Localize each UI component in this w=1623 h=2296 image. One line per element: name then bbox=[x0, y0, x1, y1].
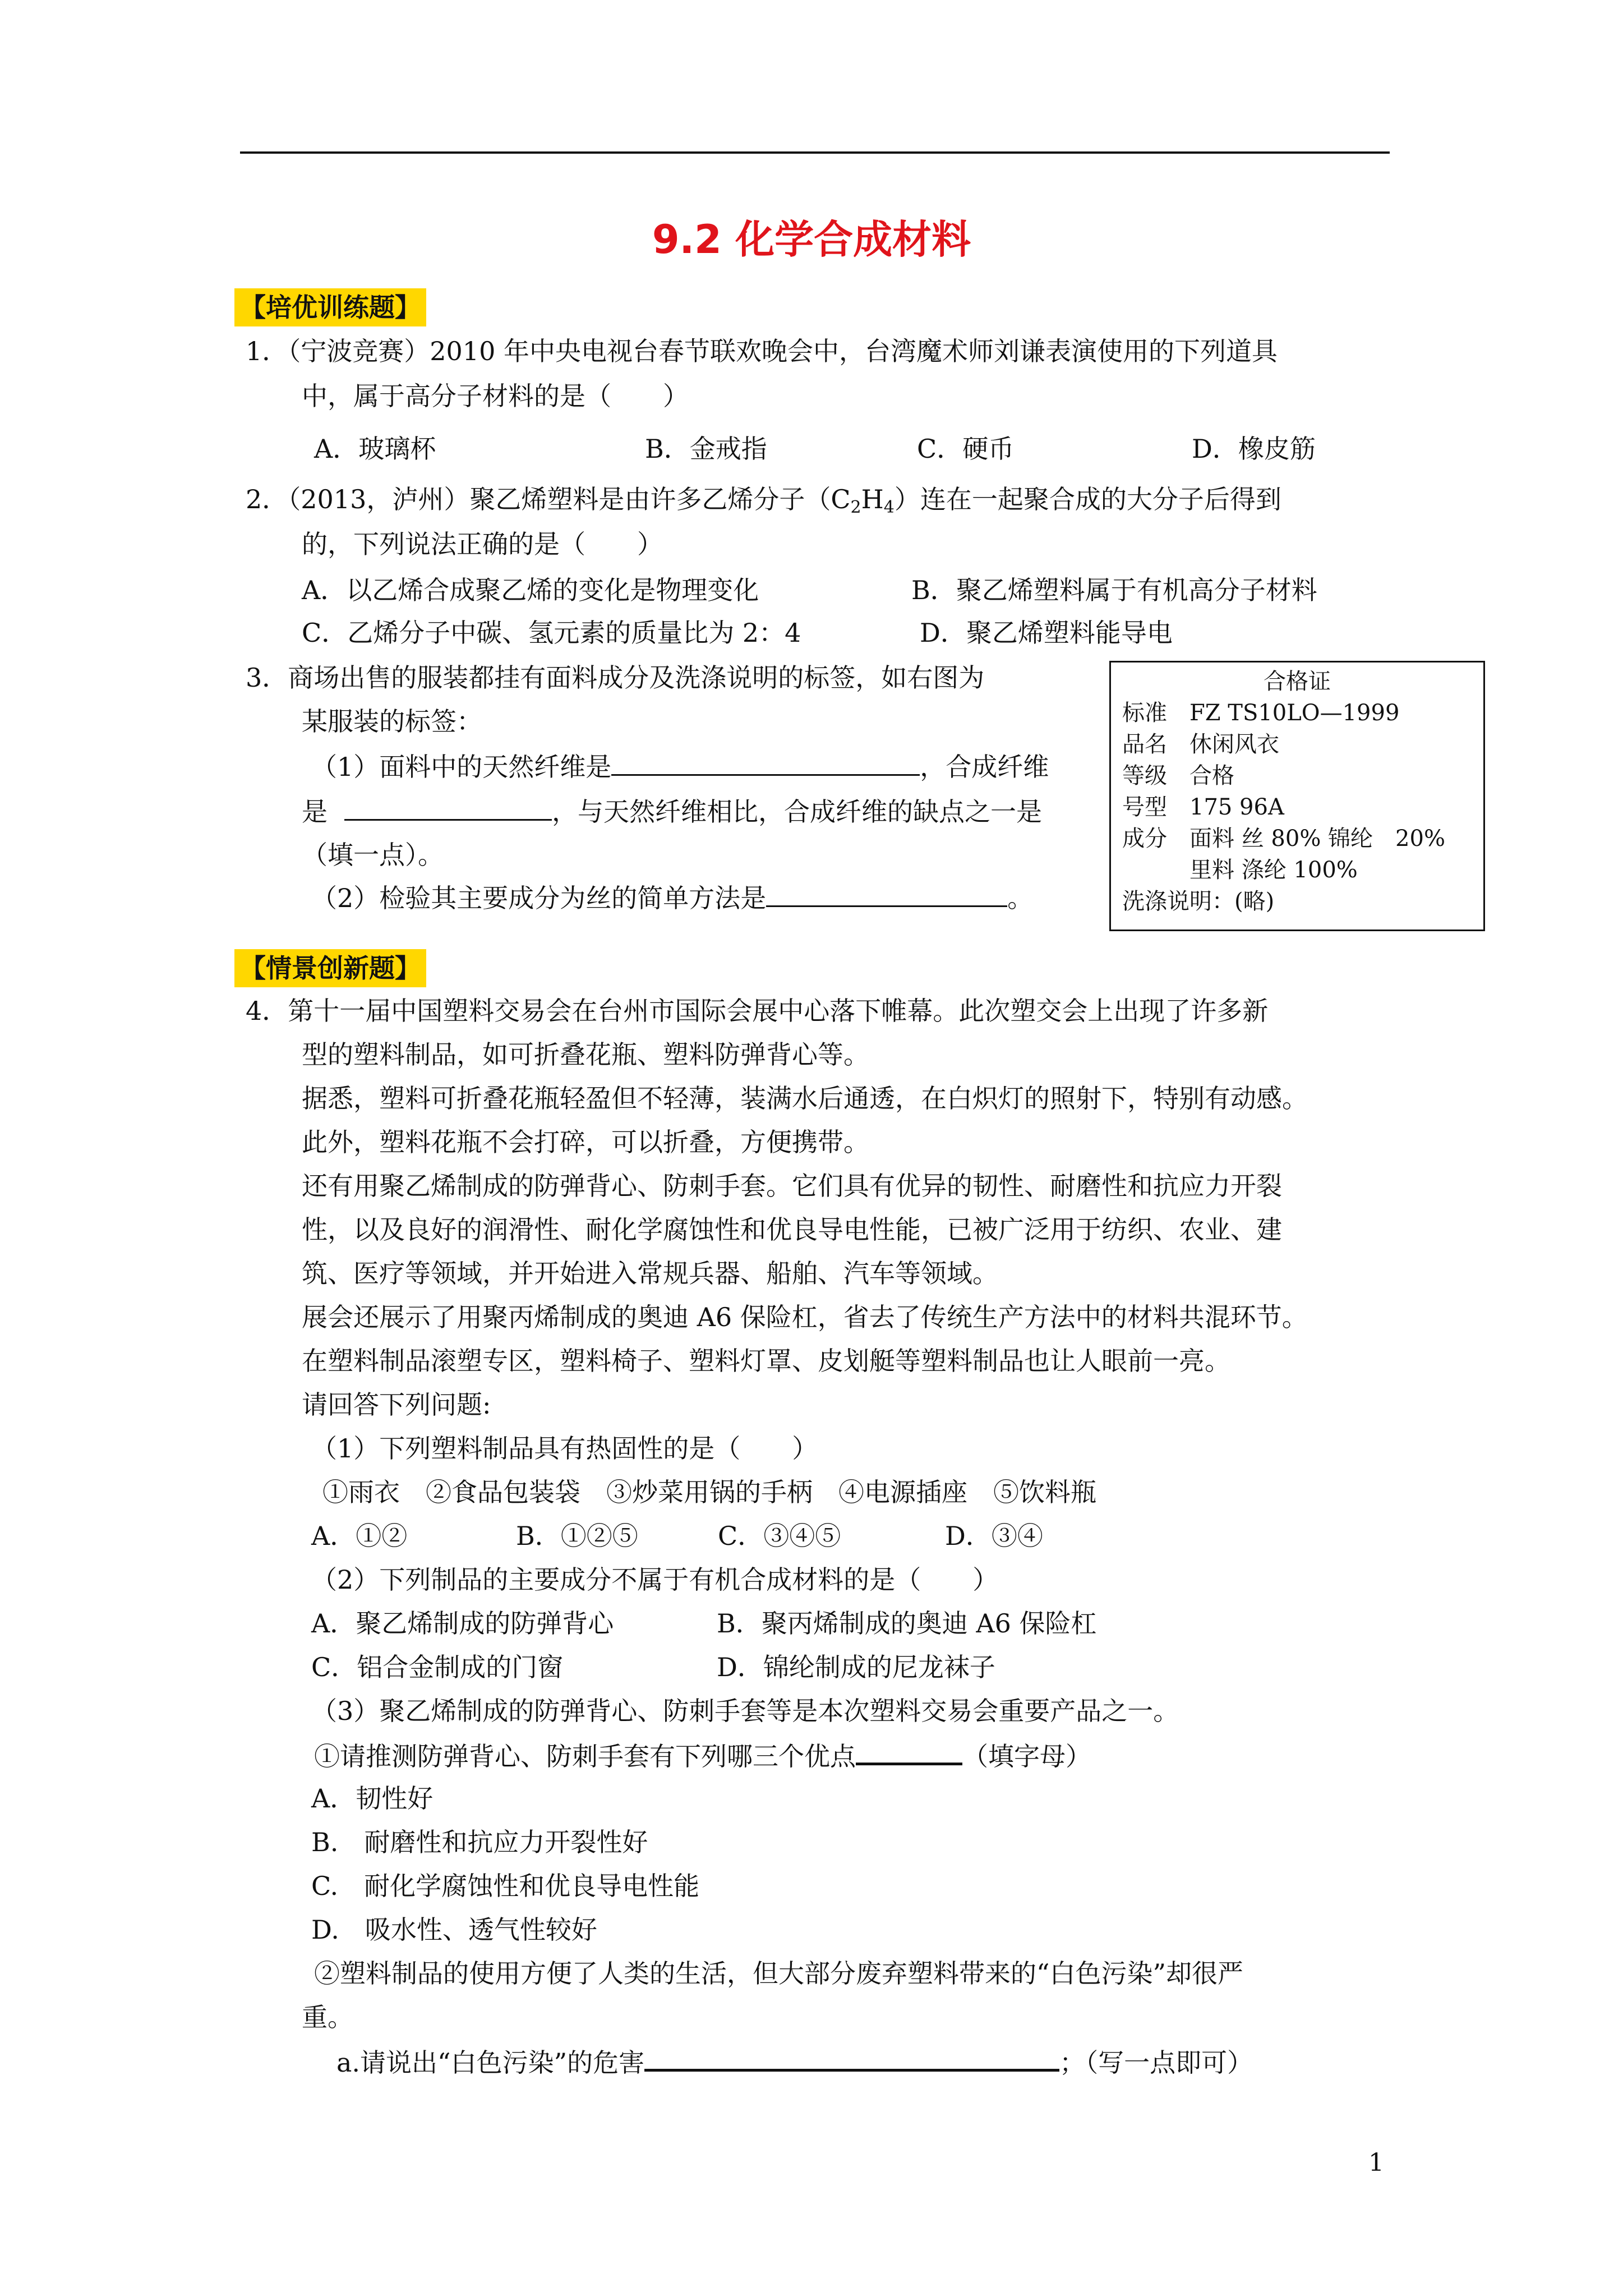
q4-sub3-option-b: B. 耐磨性和抗应力开裂性好 bbox=[311, 1827, 648, 1857]
q2-option-c: C．乙烯分子中碳、氢元素的质量比为 2：4 bbox=[302, 618, 801, 648]
q3-part1-line: （1）面料中的天然纤维是 ，合成纤维 bbox=[311, 749, 1049, 784]
q4-sub2-question: （2）下列制品的主要成分不属于有机合成材料的是（ ） bbox=[311, 1565, 999, 1595]
q4-sub2-option-d: D．锦纶制成的尼龙袜子 bbox=[717, 1652, 995, 1682]
section-tag-scenario: 【情景创新题】 bbox=[234, 949, 426, 987]
q4-sub3-blank-white-pollution[interactable] bbox=[644, 2044, 1059, 2072]
q3-line1: 3．商场出售的服装都挂有面料成分及洗涤说明的标签，如右图为 bbox=[246, 662, 985, 693]
q4-paragraph-line5: 还有用聚乙烯制成的防弹背心、防刺手套。它们具有优异的韧性、耐磨性和抗应力开裂 bbox=[302, 1171, 1282, 1201]
q4-sub2-option-b: B．聚丙烯制成的奥迪 A6 保险杠 bbox=[717, 1608, 1097, 1639]
q4-paragraph-line2: 型的塑料制品，如可折叠花瓶、塑料防弹背心等。 bbox=[302, 1039, 869, 1070]
q2-option-b: B．聚乙烯塑料属于有机高分子材料 bbox=[911, 575, 1317, 605]
label-title: 合格证 bbox=[1264, 669, 1331, 694]
q4-sub1-option-d: D．③④ bbox=[945, 1521, 1043, 1551]
q4-sub2-option-c: C．铝合金制成的门窗 bbox=[311, 1652, 564, 1682]
q1-line1: 1．（宁波竞赛）2010 年中央电视台春节联欢晚会中，台湾魔术师刘谦表演使用的下列道具 bbox=[246, 336, 1278, 366]
q1-option-b: B．金戒指 bbox=[645, 434, 767, 464]
q4-sub3-q2-line3: a.请说出“白色污染”的危害 ；（写一点即可） bbox=[336, 2044, 1253, 2079]
q3-blank-natural-fiber[interactable] bbox=[611, 749, 920, 776]
q4-prompt: 请回答下列问题: bbox=[302, 1389, 491, 1420]
q4-paragraph-line6: 性，以及良好的润滑性、耐化学腐蚀性和优良导电性能，已被广泛用于纺织、农业、建 bbox=[302, 1214, 1282, 1245]
q4-sub3-q1: ①请推测防弹背心、防刺手套有下列哪三个优点 （填字母） bbox=[314, 1738, 1091, 1773]
q4-sub1-question: （1）下列塑料制品具有热固性的是（ ） bbox=[311, 1433, 818, 1464]
q3-part1-line3: （填一点）。 bbox=[302, 840, 444, 870]
q1-option-c: C．硬币 bbox=[917, 434, 1015, 464]
q4-sub3-q2-line2: 重。 bbox=[302, 2002, 353, 2032]
q1-option-d: D．橡皮筋 bbox=[1192, 434, 1316, 464]
q4-sub3-blank-advantages[interactable] bbox=[856, 1738, 962, 1765]
clothing-label-box bbox=[1109, 661, 1485, 931]
q4-paragraph-line3: 据悉，塑料可折叠花瓶轻盈但不轻薄，装满水后通透，在白炽灯的照射下，特别有动感。 bbox=[302, 1083, 1308, 1114]
label-wash-instructions: 洗涤说明：(略) bbox=[1122, 889, 1275, 914]
q4-sub2-option-a: A．聚乙烯制成的防弹背心 bbox=[311, 1608, 614, 1639]
q4-paragraph-line4: 此外，塑料花瓶不会打碎，可以折叠，方便携带。 bbox=[302, 1127, 869, 1157]
label-composition-outer: 成分 面料 丝 80% 锦纶 20% bbox=[1122, 826, 1445, 852]
q4-sub1-option-a: A．①② bbox=[311, 1521, 408, 1551]
q3-blank-test-method[interactable] bbox=[766, 881, 1007, 907]
q4-sub3-option-a: A．韧性好 bbox=[311, 1783, 434, 1814]
section-tag-training: 【培优训练题】 bbox=[234, 288, 426, 326]
q4-sub1-items: ①雨衣 ②食品包装袋 ③炒菜用锅的手柄 ④电源插座 ⑤饮料瓶 bbox=[322, 1477, 1096, 1507]
q3-line2: 某服装的标签： bbox=[302, 706, 482, 737]
q4-sub3-question: （3）聚乙烯制成的防弹背心、防刺手套等是本次塑料交易会重要产品之一。 bbox=[311, 1696, 1179, 1726]
label-product-name: 品名 休闲风衣 bbox=[1122, 731, 1279, 757]
q2-option-a: A．以乙烯合成聚乙烯的变化是物理变化 bbox=[302, 575, 759, 605]
q4-sub1-option-b: B．①②⑤ bbox=[516, 1521, 638, 1551]
q1-line2: 中，属于高分子材料的是（ ） bbox=[302, 381, 689, 411]
q4-sub1-option-c: C．③④⑤ bbox=[718, 1521, 841, 1551]
q3-blank-synthetic-fiber[interactable] bbox=[344, 794, 552, 821]
q3-part1-line2: 是 ，与天然纤维相比，合成纤维的缺点之一是 bbox=[302, 794, 1042, 829]
q4-sub3-option-d: D. 吸水性、透气性较好 bbox=[311, 1915, 597, 1945]
q4-paragraph-line7: 筑、医疗等领域，并开始进入常规兵器、船舶、汽车等领域。 bbox=[302, 1258, 998, 1289]
header-rule bbox=[240, 151, 1390, 154]
label-grade: 等级 合格 bbox=[1122, 763, 1234, 789]
q2-line1: 2．（2013，泸州）聚乙烯塑料是由许多乙烯分子$(C_2H_4)$连在一起聚合成的大分子后得到 bbox=[246, 484, 1281, 517]
label-size: 号型 175 96A bbox=[1122, 794, 1284, 820]
q2-line2: 的，下列说法正确的是（ ） bbox=[302, 529, 663, 559]
q2-option-d: D．聚乙烯塑料能导电 bbox=[920, 618, 1173, 648]
page-title: 9.2 化学合成材料 bbox=[652, 217, 971, 263]
q4-paragraph-line8: 展会还展示了用聚丙烯制成的奥迪 A6 保险杠，省去了传统生产方法中的材料共混环节。 bbox=[302, 1302, 1308, 1332]
q4-sub3-option-c: C. 耐化学腐蚀性和优良导电性能 bbox=[311, 1871, 700, 1901]
page-number: 1 bbox=[1368, 2148, 1384, 2177]
q4-paragraph-line1: 4．第十一届中国塑料交易会在台州市国际会展中心落下帷幕。此次塑交会上出现了许多新 bbox=[246, 996, 1269, 1026]
label-standard: 标准 FZ TS10LO—1999 bbox=[1122, 700, 1400, 726]
q3-part2-line: （2）检验其主要成分为丝的简单方法是 。 bbox=[311, 881, 1033, 915]
q4-paragraph-line9: 在塑料制品滚塑专区，塑料椅子、塑料灯罩、皮划艇等塑料制品也让人眼前一亮。 bbox=[302, 1346, 1230, 1376]
q4-sub3-q2-line1: ②塑料制品的使用方便了人类的生活，但大部分废弃塑料带来的“白色污染”却很严 bbox=[314, 1958, 1244, 1989]
q1-option-a: A．玻璃杯 bbox=[314, 434, 436, 464]
label-composition-lining: 里料 涤纶 100% bbox=[1122, 857, 1358, 883]
